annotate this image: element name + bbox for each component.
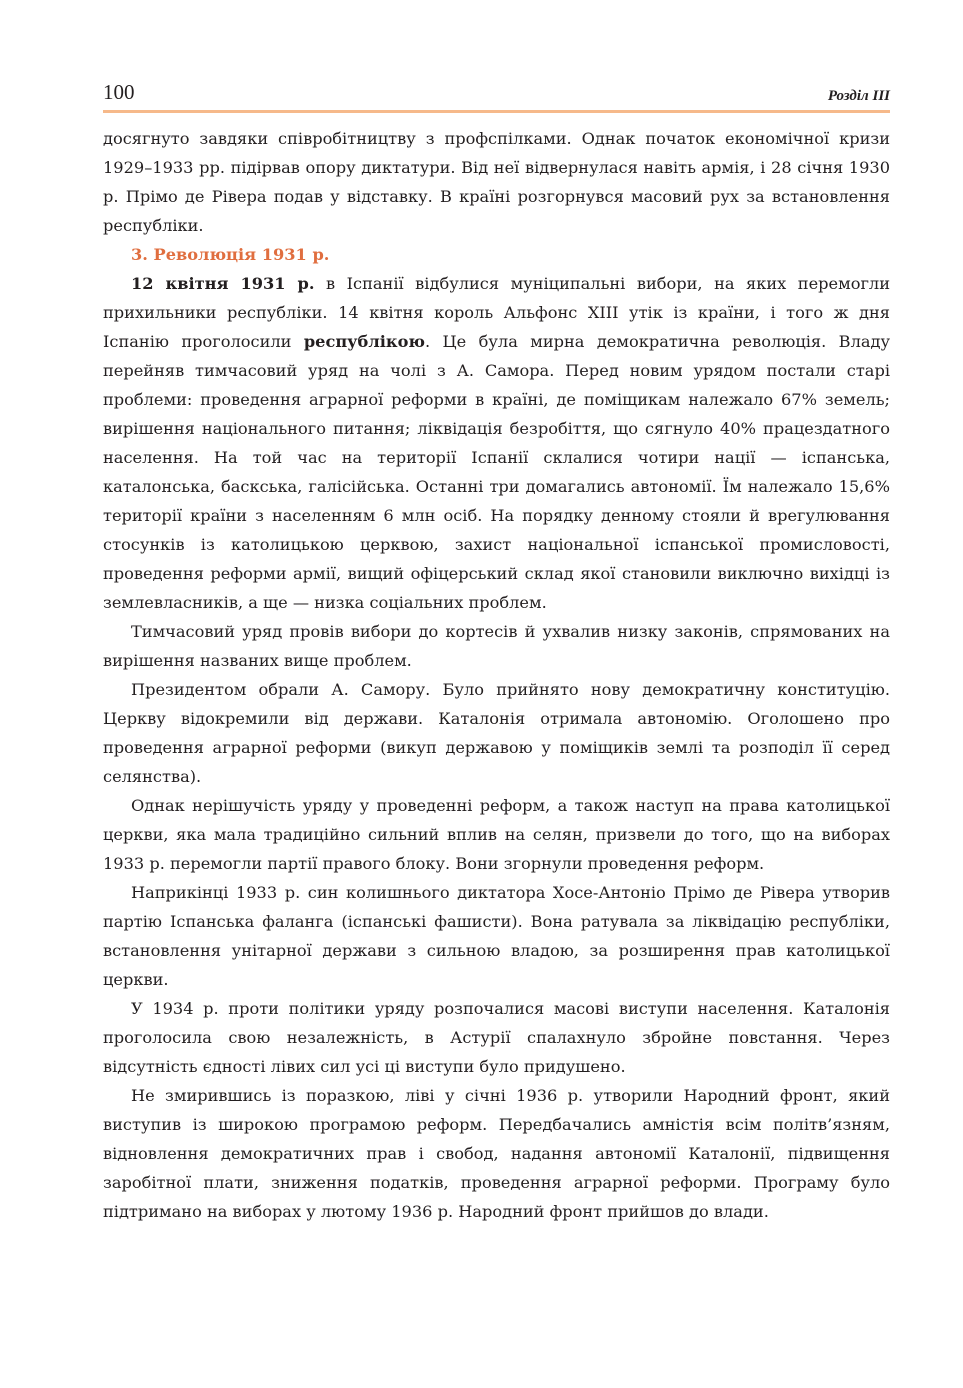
- paragraph-text-part-b: . Це була мирна демократична революція. Владу перейняв тимчасовий уряд на чолі з А. Самора. Перед новим урядом постали старі проблеми: проведення аграрної реформи в країні, де поміщикам належало 67% земель; вирішення національного питання; ліквідація безробіття, що сягнуло 40% працездатного населення. На той час на території Іспанії склалися чотири нації — іспанська, каталонська, баскська, галісійська. Останні три домагались автономії. Їм належало 15,6% території країни з населенням 6 млн осіб. На порядку денному стояли й врегулювання стосунків із католицькою церквою, захист національної іспанської промисловості, проведення реформи армії, вищий офіцерський склад якої становили виключно вихідці із землевласників, а ще — низка соціальних проблем.: [103, 332, 890, 612]
- paragraph-provisional-government: Тимчасовий уряд провів вибори до кортесів й ухвалив низку законів, спрямованих на вирішення названих вище проблем.: [103, 622, 890, 670]
- page-header: [103, 80, 890, 110]
- paragraph-continuation: досягнуто завдяки співробітництву з профспілками. Однак початок економічної кризи 1929–1933 рр. підірвав опору диктатури. Від неї відвернулася навіть армія, і 28 січня 1930 р. Прімо де Рівера подав у відставку. В країні розгорнувся масовий рух за встановлення республіки.: [103, 129, 890, 235]
- paragraph-indecision: Однак нерішучість уряду у проведенні реформ, а також наступ на права католицької церкви, яка мала традиційно сильний вплив на селян, призвели до того, що на виборах 1933 р. перемогли партії правого блоку. Вони згорнули проведення реформ.: [103, 796, 890, 873]
- bold-term-republic: республікою: [303, 332, 425, 351]
- paragraph-text-part-a: в Іспанії відбулися муніципальні вибори, на яких перемогли прихильники республіки. 14 квітня король Альфонс XIII утік із країни, і того ж дня Іспанію проголосили: [103, 274, 890, 351]
- paragraph-1934-uprising: У 1934 р. проти політики уряду розпочалися масові виступи населення. Каталонія проголосила свою незалежність, в Астурії спалахнуло збройне повстання. Через відсутність єдності лівих сил усі ці виступи було придушено.: [103, 999, 890, 1076]
- paragraph-revolution-1931: [103, 269, 890, 617]
- paragraph-popular-front: Не змирившись із поразкою, ліві у січні 1936 р. утворили Народний фронт, який виступив із широкою програмою реформ. Передбачались амністія всім політв’язням, відновлення демократичних прав і свобод, надання автономії Каталонії, підвищення заробітної плати, зниження податків, проведення аграрної реформи. Програму було підтримано на виборах у лютому 1936 р. Народний фронт прийшов до влади.: [103, 1086, 890, 1221]
- section-heading: 3. Революція 1931 р.: [131, 245, 330, 264]
- page-number: 100: [103, 80, 135, 104]
- header-divider: [103, 110, 890, 113]
- section-label: Розділ III: [827, 88, 890, 104]
- paragraph-falange: Наприкінці 1933 р. син колишнього диктатора Хосе-Антоніо Прімо де Рівера утворив партію Іспанська фаланга (іспанські фашисти). Вона ратувала за ліквідацію республіки, встановлення унітарної держави з сильною владою, за розширення прав католицької церкви.: [103, 883, 890, 989]
- main-text: [103, 124, 890, 1226]
- bold-date: 12 квітня 1931 р.: [131, 274, 315, 293]
- paragraph-president: Президентом обрали А. Самору. Було прийнято нову демократичну конституцію. Церкву відокремили від держави. Каталонія отримала автономію. Оголошено про проведення аграрної реформи (викуп державою у поміщиків землі та розподіл її серед селянства).: [103, 680, 890, 786]
